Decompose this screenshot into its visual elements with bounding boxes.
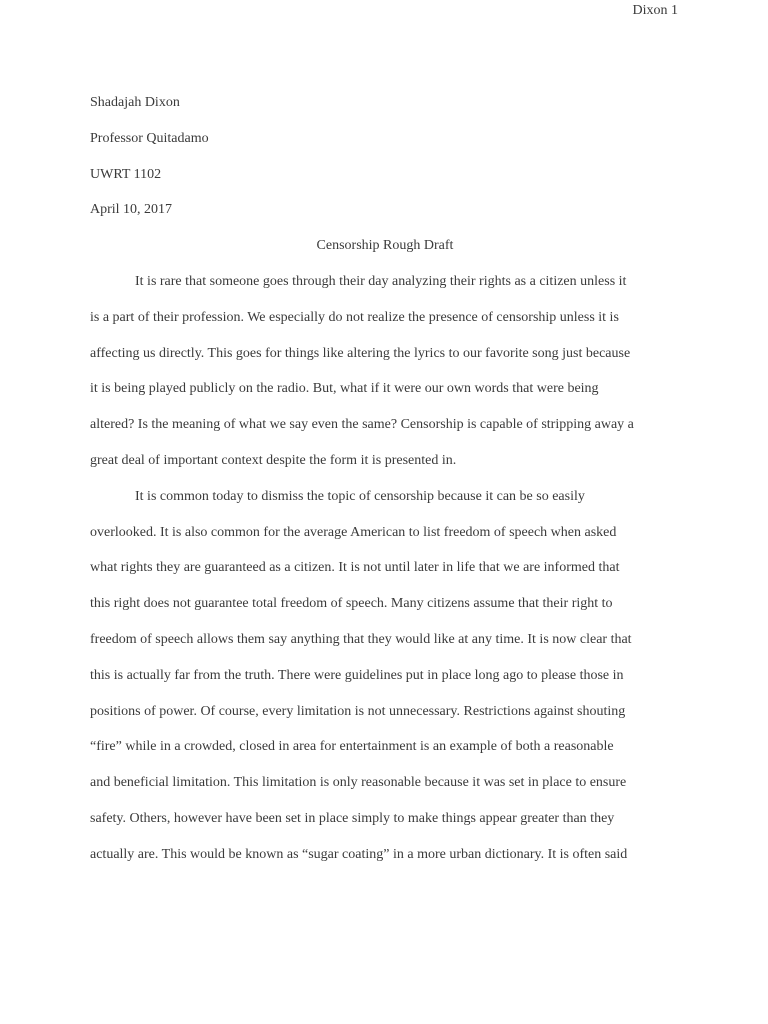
running-head: Dixon 1 [632,3,678,18]
essay-title: Censorship Rough Draft [316,238,454,254]
paragraph-line: affecting us directly. This goes for things like altering the lyrics to our favorite song just because [90,345,631,361]
paragraph-line: safety. Others, however have been set in place simply to make things appear greater than they [90,810,615,826]
author-name: Shadajah Dixon [90,95,180,110]
paragraph-line: actually are. This would be known as “sugar coating” in a more urban dictionary. It is often said [90,846,628,862]
paragraph-line: great deal of important context despite the form it is presented in. [90,452,457,468]
paragraph-2 [90,479,680,873]
paragraph-1 [90,264,680,479]
paragraph-line: this is actually far from the truth. There were guidelines put in place long ago to please those in [90,667,624,683]
course-code: UWRT 1102 [90,166,162,182]
paragraph-line: and beneficial limitation. This limitation is only reasonable because it was set in place to ensure [90,775,627,791]
paragraph-line: this right does not guarantee total freedom of speech. Many citizens assume that their right to [90,596,613,612]
paragraph-line: altered? Is the meaning of what we say even the same? Censorship is capable of stripping away a [90,417,634,433]
paragraph-line: “fire” while in a crowded, closed in area for entertainment is an example of both a reasonable [90,739,614,755]
document-body [90,85,680,873]
paragraph-line: positions of power. Of course, every limitation is not unnecessary. Restrictions against shouting [90,703,626,719]
paragraph-line: It is common today to dismiss the topic of censorship because it can be so easily [135,488,585,504]
paragraph-line: overlooked. It is also common for the average American to list freedom of speech when asked [90,524,617,540]
professor-name: Professor Quitadamo [90,130,209,146]
paragraph-line: it is being played publicly on the radio. But, what if it were our own words that were being [90,381,599,397]
essay-date: April 10, 2017 [90,202,173,218]
paragraph-line: It is rare that someone goes through their day analyzing their rights as a citizen unless it [135,273,627,289]
paragraph-line: what rights they are guaranteed as a citizen. It is not until later in life that we are informed that [90,560,620,576]
paragraph-line: is a part of their profession. We especially do not realize the presence of censorship unless it is [90,309,619,325]
paragraph-line: freedom of speech allows them say anything that they would like at any time. It is now clear that [90,631,632,647]
